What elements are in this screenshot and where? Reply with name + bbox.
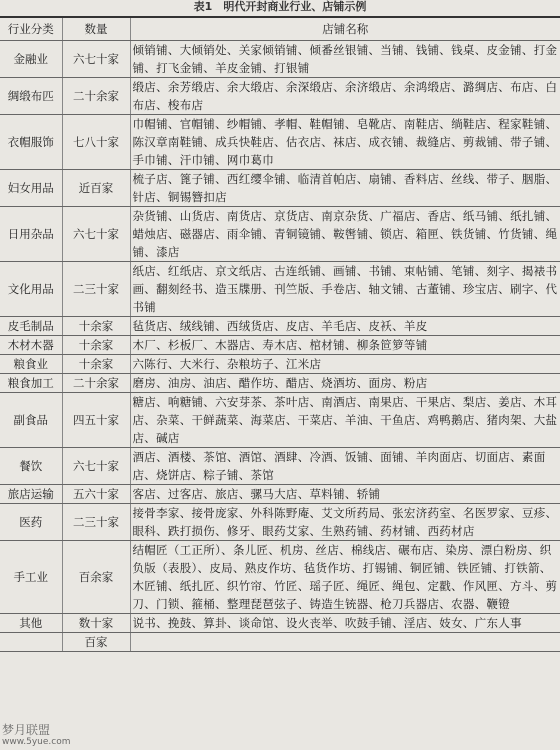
table-row [0,614,560,633]
row-category: 医药 [0,504,62,541]
row-category: 日用杂品 [0,207,62,262]
row-count: 二三十家 [62,262,130,317]
row-category: 粮食加工 [0,374,62,393]
watermark-url: www.5yue.com [2,737,71,747]
row-count: 二十余家 [62,374,130,393]
row-count: 七八十家 [62,115,130,170]
table-row [0,541,560,614]
row-shop-names: 木厂、杉板厂、木器店、寿木店、棺材铺、柳条笸箩等铺 [130,336,560,355]
row-count: 六七十家 [62,41,130,78]
row-shop-names: 酒店、酒楼、茶馆、酒馆、酒肆、冷酒、饭铺、面铺、羊肉面店、切面店、素面店、烧饼店、粽子铺、茶馆 [130,448,560,485]
row-category: 衣帽服饰 [0,115,62,170]
row-shop-names: 杂货铺、山货店、南货店、京货店、南京杂货、广福店、香店、纸马铺、纸扎铺、蜡烛店、磁器店、雨伞铺、青铜镜铺、鞍辔铺、锁店、箱匣、铁货铺、竹货铺、绳铺、漆店 [130,207,560,262]
row-shop-names: 缎店、余芳缎店、余大缎店、余深缎店、余济缎店、余鸿缎店、潞绸店、布店、白布店、梭布店 [130,78,560,115]
row-count: 六七十家 [62,448,130,485]
table-title: 表1 明代开封商业行业、店铺示例 [193,0,367,13]
row-shop-names: 结帽匠（工正所）、条儿匠、机房、丝店、棉线店、碾布店、染房、漂白粉房、织负版（表股）、皮局、熟皮作坊、毡货作坊、打锡铺、铜匠铺、铁匠铺、打铁箭、木匠铺、纸扎匠、织竹帘、竹匠、瑶子匠、绳匠、绳包、定戳、作风匣、方斗、剪刀、门锁、箍桶、整理琵琶弦子、铸造生铳器、枪刀兵器店、农器、鞭镫 [130,541,560,614]
table-row [0,317,560,336]
row-shop-names: 说书、挽鼓、算卦、谈命馆、设火丧举、吹鼓手铺、淫店、妓女、广东人事 [130,614,560,633]
footer-row [0,633,560,652]
row-shop-names: 糖店、响糖铺、六安芽茶、茶叶店、南酒店、南果店、干果店、梨店、姜店、木耳店、杂菜、干鲜蔬菜、海菜店、干菜店、羊油、干鱼店、鸡鸭鹅店、猪肉架、大盐店、碱店 [130,393,560,448]
row-count: 近百家 [62,170,130,207]
row-shop-names: 梳子店、篦子铺、西红缨伞铺、临清首帕店、扇铺、香料店、丝线、带子、胭脂、针店、铜锡簪扣店 [130,170,560,207]
footer-fragment: 百家 [62,633,130,652]
table-row [0,78,560,115]
table-row [0,374,560,393]
table-row [0,448,560,485]
row-category: 金融业 [0,41,62,78]
row-shop-names: 接骨李家、接骨庞家、外科陈野庵、艾文所药局、张宏济药室、名医罗家、豆疹、眼科、跌打损伤、修牙、眼药艾家、生熟药铺、药材铺、西药材店 [130,504,560,541]
row-category: 其他 [0,614,62,633]
row-category: 手工业 [0,541,62,614]
shop-table [0,16,560,652]
row-shop-names: 倾销铺、大倾销处、关家倾销铺、倾番丝银铺、当铺、钱铺、钱桌、皮金铺、打金铺、打飞金铺、羊皮金铺、打银铺 [130,41,560,78]
row-category: 旅店运输 [0,485,62,504]
row-count: 二十余家 [62,78,130,115]
table-row [0,170,560,207]
row-count: 二三十家 [62,504,130,541]
row-shop-names: 客店、过客店、旅店、骡马大店、草料铺、轿铺 [130,485,560,504]
row-count: 百余家 [62,541,130,614]
table-row [0,41,560,78]
row-shop-names: 纸店、红纸店、京文纸店、古连纸铺、画铺、书铺、束帖铺、笔铺、刻字、揭裱书画、翻刻经书、造玉牒册、刊竺版、手卷店、轴文铺、古董铺、珍宝店、刷字、代书铺 [130,262,560,317]
row-shop-names: 六陈行、大米行、杂粮坊子、江米店 [130,355,560,374]
table-row [0,355,560,374]
table-row [0,262,560,317]
table-row [0,504,560,541]
header-names: 店铺名称 [130,17,560,41]
site-watermark [2,724,71,748]
row-shop-names: 毡货店、绒线铺、西绒货店、皮店、羊毛店、皮袄、羊皮 [130,317,560,336]
header-count: 数量 [62,17,130,41]
row-count: 十余家 [62,317,130,336]
row-count: 六七十家 [62,207,130,262]
row-category: 副食品 [0,393,62,448]
row-count: 五六十家 [62,485,130,504]
row-count: 数十家 [62,614,130,633]
table-row [0,485,560,504]
row-category: 文化用品 [0,262,62,317]
row-category: 粮食业 [0,355,62,374]
row-shop-names: 巾帽铺、官帽铺、纱帽铺、孝帽、鞋帽铺、皂靴店、南鞋店、绱鞋店、程家鞋铺、陈汉章南鞋铺、成兵快鞋店、估衣店、袜店、成衣铺、裁缝店、剪裁铺、带子铺、手巾铺、汗巾铺、网巾葛巾 [130,115,560,170]
watermark-logo-text: 梦月联盟 [2,723,51,737]
header-category: 行业分类 [0,17,62,41]
table-header-row [0,17,560,41]
table-row [0,207,560,262]
row-count: 十余家 [62,336,130,355]
row-count: 十余家 [62,355,130,374]
row-category: 餐饮 [0,448,62,485]
row-count: 四五十家 [62,393,130,448]
table-row [0,115,560,170]
table-row [0,393,560,448]
row-category: 妇女用品 [0,170,62,207]
row-shop-names: 磨房、油房、油店、醋作坊、醋店、烧酒坊、面房、粉店 [130,374,560,393]
row-category: 木材木器 [0,336,62,355]
row-category: 皮毛制品 [0,317,62,336]
table-row [0,336,560,355]
row-category: 绸缎布匹 [0,78,62,115]
